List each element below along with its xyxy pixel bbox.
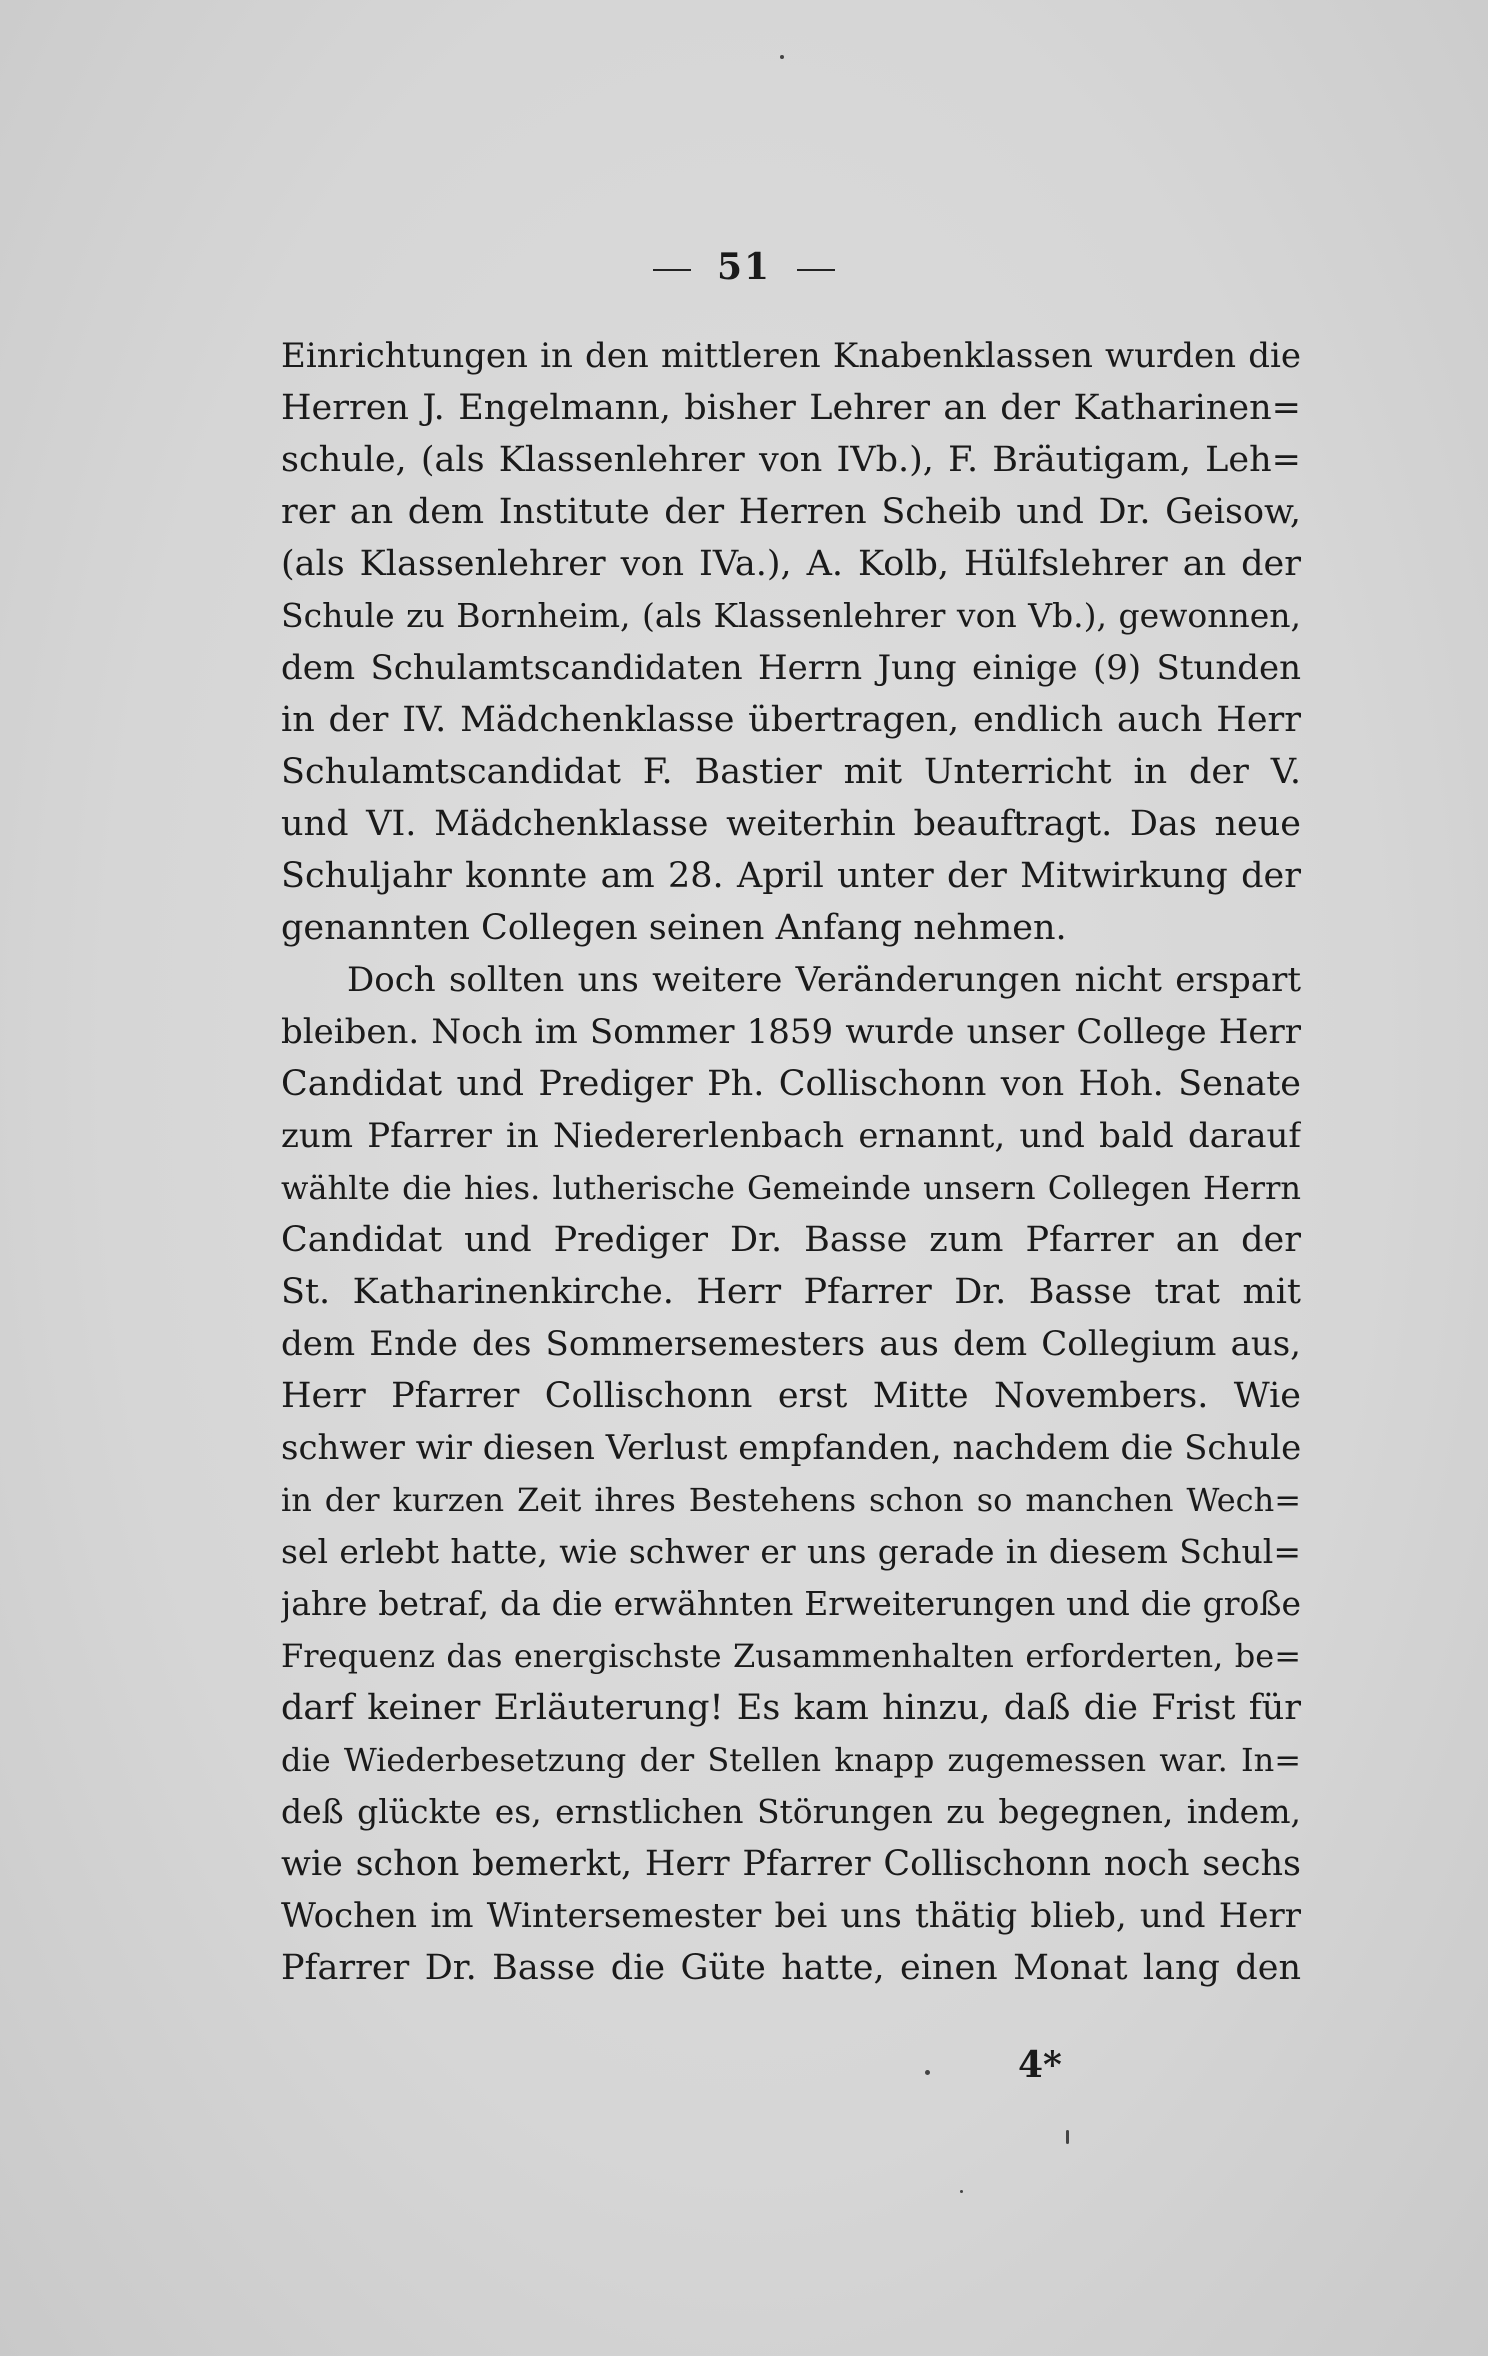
header-dash-right <box>797 269 835 271</box>
text-line: bleiben. Noch im Sommer 1859 wurde unser College Herr <box>281 1012 1301 1052</box>
paper-speck <box>960 2190 963 2193</box>
text-line: Candidat und Prediger Dr. Basse zum Pfarrer an der <box>281 1220 1301 1260</box>
paper-speck <box>925 2070 930 2075</box>
text-line: Herr Pfarrer Collischonn erst Mitte Novembers. Wie <box>281 1376 1301 1416</box>
text-line: Wochen im Wintersemester bei uns thätig blieb, und Herr <box>281 1896 1301 1936</box>
text-line: deß glückte es, ernstlichen Störungen zu begegnen, indem, <box>281 1792 1301 1831</box>
text-line: Frequenz das energischste Zusammenhalten erforderten, be= <box>281 1637 1301 1675</box>
text-line: Schule zu Bornheim, (als Klassenlehrer von Vb.), gewonnen, <box>281 596 1301 635</box>
body-text <box>281 330 1301 1994</box>
text-line: schwer wir diesen Verlust empfanden, nachdem die Schule <box>281 1428 1301 1468</box>
paper-speck <box>780 55 784 59</box>
signature-mark: 4* <box>1018 2044 1062 2086</box>
text-line: Herren J. Engelmann, bisher Lehrer an der Katharinen= <box>281 388 1301 428</box>
text-line: darf keiner Erläuterung! Es kam hinzu, daß die Frist für <box>281 1688 1301 1728</box>
text-line: Schulamtscandidat F. Bastier mit Unterricht in der V. <box>281 752 1301 792</box>
header-dash-left <box>653 269 691 271</box>
text-line: zum Pfarrer in Niedererlenbach ernannt, und bald darauf <box>281 1116 1301 1156</box>
text-line: Doch sollten uns weitere Veränderungen nicht erspart <box>347 960 1301 1000</box>
paper-speck <box>1066 2130 1069 2144</box>
text-line: Schuljahr konnte am 28. April unter der Mitwirkung der <box>281 856 1301 896</box>
text-line: und VI. Mädchenklasse weiterhin beauftragt. Das neue <box>281 804 1301 844</box>
page-number: 51 <box>716 246 772 288</box>
text-line: in der kurzen Zeit ihres Bestehens schon so manchen Wech= <box>281 1481 1301 1519</box>
text-line: jahre betraf, da die erwähnten Erweiterungen und die große <box>281 1584 1301 1623</box>
text-line: in der IV. Mädchenklasse übertragen, endlich auch Herr <box>281 700 1301 740</box>
text-line: sel erlebt hatte, wie schwer er uns gerade in diesem Schul= <box>281 1532 1301 1571</box>
text-line: St. Katharinenkirche. Herr Pfarrer Dr. Basse trat mit <box>281 1272 1301 1312</box>
text-line: Pfarrer Dr. Basse die Güte hatte, einen Monat lang den <box>281 1948 1301 1988</box>
text-line: (als Klassenlehrer von IVa.), A. Kolb, Hülfslehrer an der <box>281 544 1301 584</box>
text-line: genannten Collegen seinen Anfang nehmen. <box>281 908 1067 948</box>
text-line: Candidat und Prediger Ph. Collischonn von Hoh. Senate <box>281 1064 1301 1104</box>
text-line: wie schon bemerkt, Herr Pfarrer Collischonn noch sechs <box>281 1844 1301 1884</box>
page-header <box>0 246 1488 288</box>
text-line: dem Ende des Sommersemesters aus dem Collegium aus, <box>281 1324 1301 1364</box>
text-line: dem Schulamtscandidaten Herrn Jung einige (9) Stunden <box>281 648 1301 688</box>
text-line: Einrichtungen in den mittleren Knabenklassen wurden die <box>281 336 1301 376</box>
text-line: die Wiederbesetzung der Stellen knapp zugemessen war. In= <box>281 1741 1301 1779</box>
text-line: wählte die hies. lutherische Gemeinde unsern Collegen Herrn <box>281 1169 1301 1207</box>
text-line: schule, (als Klassenlehrer von IVb.), F. Bräutigam, Leh= <box>281 440 1301 480</box>
text-line: rer an dem Institute der Herren Scheib und Dr. Geisow, <box>281 492 1301 532</box>
